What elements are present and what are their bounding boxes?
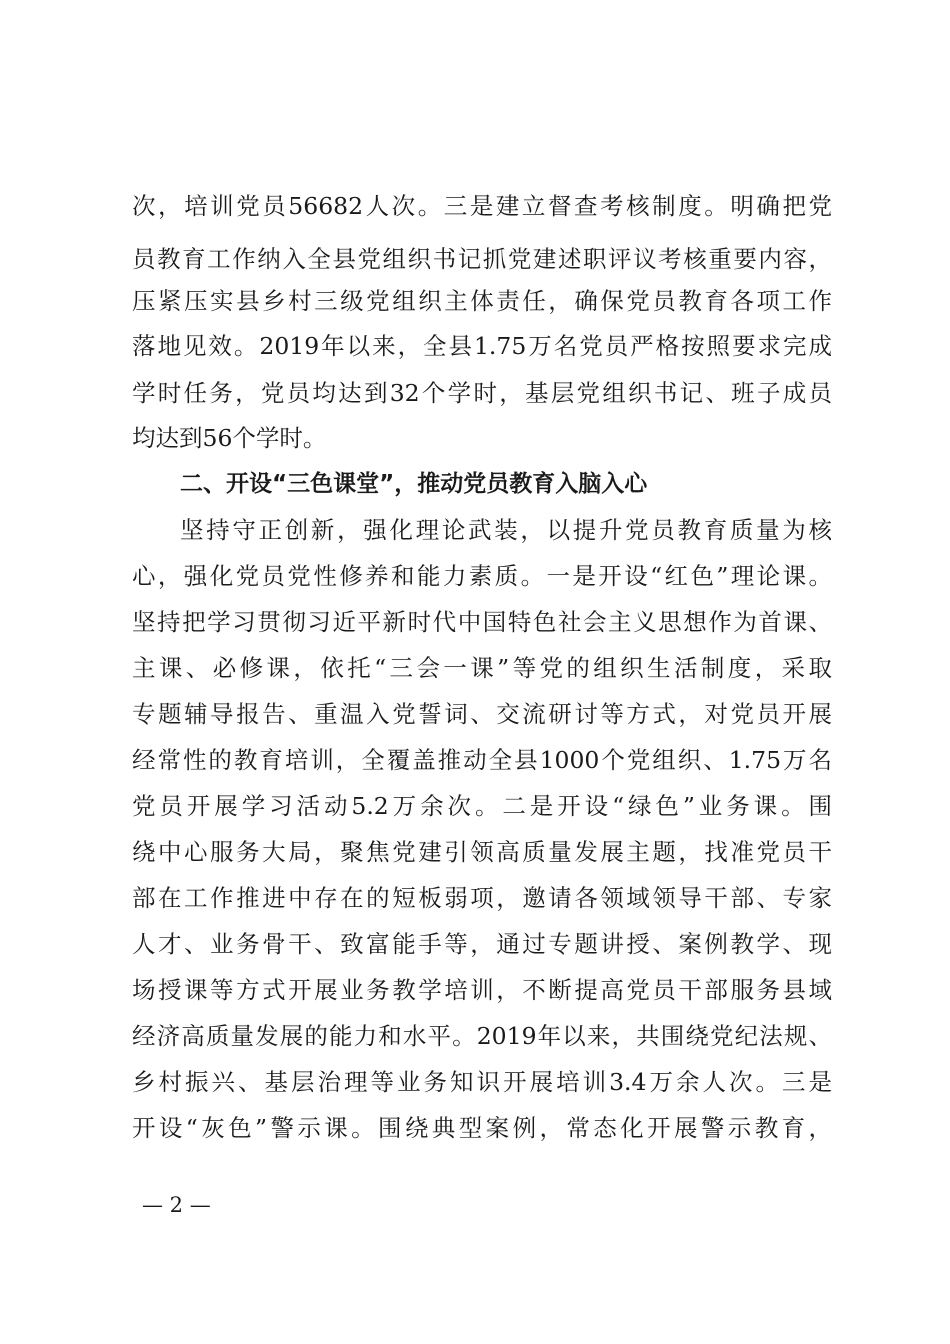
paragraph-1-line-4: 落地见效。2019年以来，全县1.75万名党员严格按照要求完成 <box>132 332 832 360</box>
paragraph-2-line-10: 人才、业务骨干、致富能手等，通过专题讲授、案例教学、现 <box>132 930 832 958</box>
paragraph-2-line-12: 经济高质量发展的能力和水平。2019年以来，共围绕党纪法规、 <box>132 1022 832 1050</box>
paragraph-2-line-2: 心，强化党员党性修养和能力素质。一是开设“红色”理论课。 <box>132 562 832 590</box>
paragraph-2-line-4: 主课、必修课，依托“三会一课”等党的组织生活制度，采取 <box>132 654 832 682</box>
paragraph-2-line-6: 经常性的教育培训，全覆盖推动全县1000个党组织、1.75万名 <box>132 746 832 774</box>
paragraph-2-line-14: 开设“灰色”警示课。围绕典型案例，常态化开展警示教育， <box>132 1114 832 1142</box>
paragraph-1-line-3: 压紧压实县乡村三级党组织主体责任，确保党员教育各项工作 <box>132 287 832 315</box>
paragraph-2-line-7: 党员开展学习活动5.2万余次。二是开设“绿色”业务课。围 <box>132 792 832 820</box>
paragraph-1-line-6: 均达到56个学时。 <box>132 424 327 452</box>
paragraph-1-line-2: 员教育工作纳入全县党组织书记抓党建述职评议考核重要内容， <box>132 245 832 273</box>
paragraph-1-line-1: 次，培训党员56682人次。三是建立督查考核制度。明确把党 <box>132 192 832 220</box>
page-number: — 2 — <box>142 1193 211 1217</box>
paragraph-2-line-1: 坚持守正创新，强化理论武装，以提升党员教育质量为核 <box>180 516 832 544</box>
paragraph-2-line-9: 部在工作推进中存在的短板弱项，邀请各领域领导干部、专家 <box>132 884 832 912</box>
paragraph-2-line-11: 场授课等方式开展业务教学培训，不断提高党员干部服务县域 <box>132 976 832 1004</box>
paragraph-2-line-5: 专题辅导报告、重温入党誓词、交流研讨等方式，对党员开展 <box>132 700 832 728</box>
paragraph-2-line-13: 乡村振兴、基层治理等业务知识开展培训3.4万余人次。三是 <box>132 1068 832 1096</box>
paragraph-1-line-5: 学时任务，党员均达到32个学时，基层党组织书记、班子成员 <box>132 379 832 407</box>
paragraph-2-line-8: 绕中心服务大局，聚焦党建引领高质量发展主题，找准党员干 <box>132 838 832 866</box>
section-heading: 二、开设“三色课堂”，推动党员教育入脑入心 <box>180 471 648 497</box>
paragraph-2-line-3: 坚持把学习贯彻习近平新时代中国特色社会主义思想作为首课、 <box>132 608 832 636</box>
